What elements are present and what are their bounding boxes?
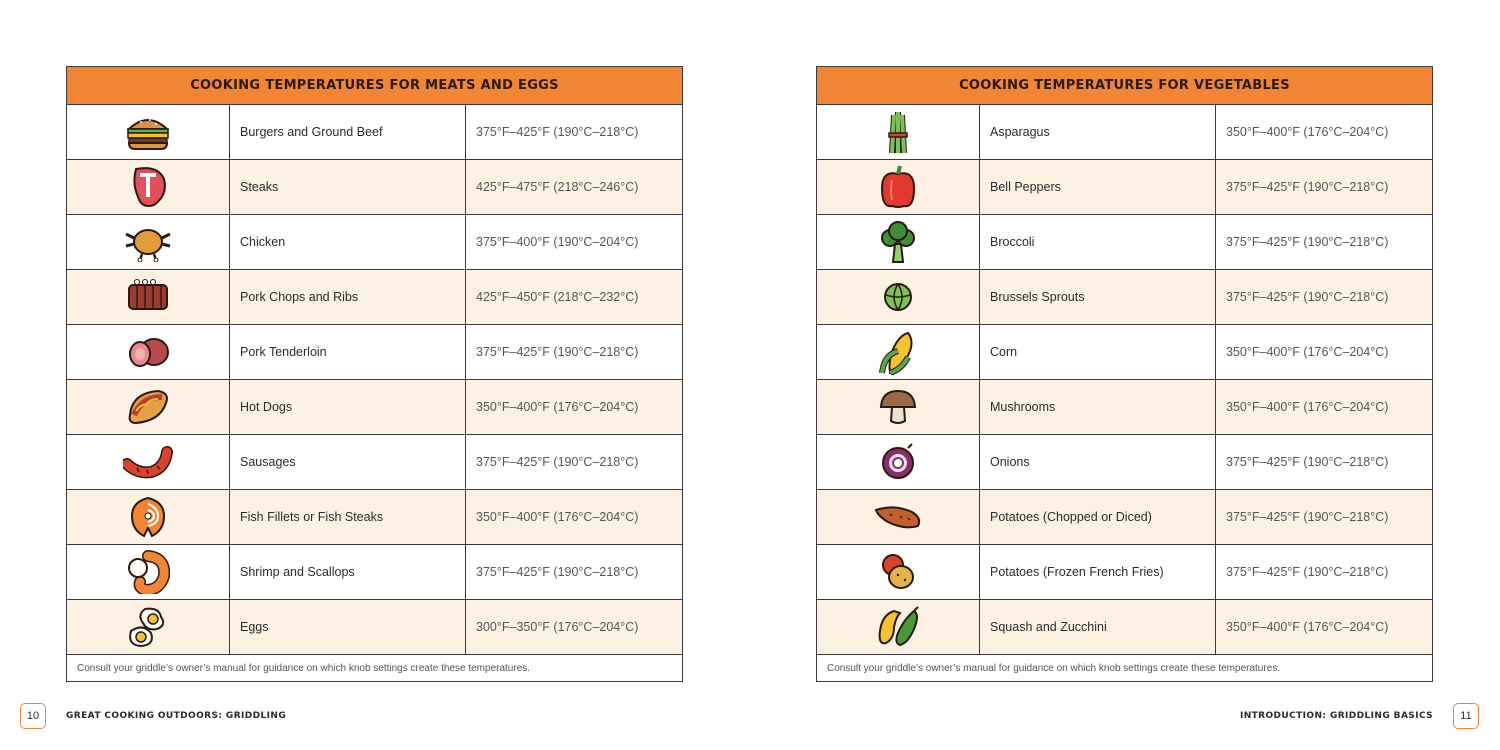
food-name: Brussels Sprouts [980,270,1216,324]
table-row [817,325,1432,380]
page-number-left: 10 [20,703,46,729]
temperature-range: 350°F–400°F (176°C–204°C) [1226,125,1389,139]
temperature-range: 350°F–400°F (176°C–204°C) [1226,620,1389,634]
food-name: Squash and Zucchini [980,600,1216,654]
food-name: Shrimp and Scallops [230,545,466,599]
chicken-icon [67,215,230,269]
temperature-range: 375°F–425°F (190°C–218°C) [1226,455,1389,469]
page-number-right: 11 [1453,703,1479,729]
table-row [817,380,1432,435]
running-footer-right: INTRODUCTION: GRIDDLING BASICS [1239,711,1433,721]
temperature-range: 350°F–400°F (176°C–204°C) [476,400,639,414]
sweet-potato-icon [817,490,980,544]
table-row [67,435,682,490]
food-name: Burgers and Ground Beef [230,105,466,159]
table-row [817,435,1432,490]
food-name: Pork Chops and Ribs [230,270,466,324]
table-row [817,600,1432,655]
temperature-range: 350°F–400°F (176°C–204°C) [1226,400,1389,414]
hot-dog-icon [67,380,230,434]
temperature-range: 375°F–400°F (190°C–204°C) [476,235,639,249]
temperature-range: 375°F–425°F (190°C–218°C) [1226,235,1389,249]
temperature-range: 375°F–425°F (190°C–218°C) [1226,290,1389,304]
burger-icon [67,105,230,159]
food-name: Mushrooms [980,380,1216,434]
food-name: Potatoes (Frozen French Fries) [980,545,1216,599]
ribs-icon [67,270,230,324]
food-name: Bell Peppers [980,160,1216,214]
food-name: Steaks [230,160,466,214]
bell-pepper-icon [817,160,980,214]
table-row [817,105,1432,160]
food-name: Corn [980,325,1216,379]
food-name: Hot Dogs [230,380,466,434]
table-row [817,160,1432,215]
squash-zucchini-icon [817,600,980,654]
food-name: Sausages [230,435,466,489]
corn-icon [817,325,980,379]
meats-eggs-table [66,66,683,682]
temperature-range: 425°F–475°F (218°C–246°C) [476,180,639,194]
table-row [67,600,682,655]
food-name: Chicken [230,215,466,269]
vegetables-table [816,66,1433,682]
shrimp-icon [67,545,230,599]
food-name: Broccoli [980,215,1216,269]
food-name: Eggs [230,600,466,654]
mushroom-icon [817,380,980,434]
temperature-range: 350°F–400°F (176°C–204°C) [1226,345,1389,359]
food-name: Potatoes (Chopped or Diced) [980,490,1216,544]
temperature-range: 375°F–425°F (190°C–218°C) [1226,510,1389,524]
food-name: Pork Tenderloin [230,325,466,379]
steak-icon [67,160,230,214]
table-note: Consult your griddle’s owner’s manual for guidance on which knob settings create these temperatures. [77,662,531,674]
food-name: Onions [980,435,1216,489]
eggs-icon [67,600,230,654]
potatoes-icon [817,545,980,599]
temperature-range: 375°F–425°F (190°C–218°C) [476,125,639,139]
temperature-range: 375°F–425°F (190°C–218°C) [476,455,639,469]
table-row [67,105,682,160]
table-row [67,490,682,545]
temperature-range: 300°F–350°F (176°C–204°C) [476,620,639,634]
temperature-range: 425°F–450°F (218°C–232°C) [476,290,639,304]
onion-icon [817,435,980,489]
table-row [817,545,1432,600]
running-footer-left: GREAT COOKING OUTDOORS: GRIDDLING [66,711,287,721]
table-row [817,490,1432,545]
sausage-icon [67,435,230,489]
fish-steak-icon [67,490,230,544]
table-row [67,215,682,270]
broccoli-icon [817,215,980,269]
temperature-range: 350°F–400°F (176°C–204°C) [476,510,639,524]
tenderloin-icon [67,325,230,379]
table-row [67,380,682,435]
table-row [67,270,682,325]
table-title: COOKING TEMPERATURES FOR MEATS AND EGGS [67,67,682,105]
table-note: Consult your griddle’s owner’s manual for guidance on which knob settings create these temperatures. [827,662,1281,674]
temperature-range: 375°F–425°F (190°C–218°C) [476,345,639,359]
temperature-range: 375°F–425°F (190°C–218°C) [1226,180,1389,194]
food-name: Fish Fillets or Fish Steaks [230,490,466,544]
temperature-range: 375°F–425°F (190°C–218°C) [1226,565,1389,579]
brussels-sprout-icon [817,270,980,324]
table-row [67,160,682,215]
table-title: COOKING TEMPERATURES FOR VEGETABLES [817,67,1432,105]
table-row [817,215,1432,270]
table-row [67,545,682,600]
temperature-range: 375°F–425°F (190°C–218°C) [476,565,639,579]
table-row [67,325,682,380]
asparagus-icon [817,105,980,159]
food-name: Asparagus [980,105,1216,159]
table-row [817,270,1432,325]
